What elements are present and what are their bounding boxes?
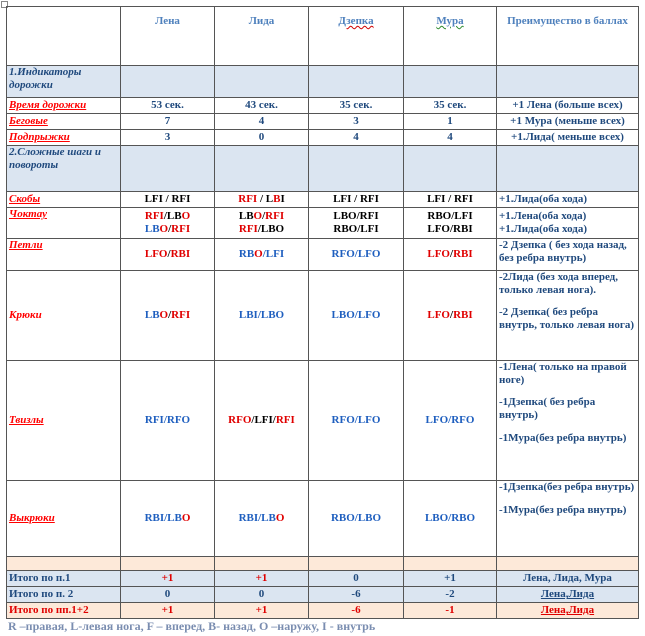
row-label: Время дорожки [7, 98, 121, 114]
cell-value: RFO/LFO [309, 239, 404, 271]
cell-value: LBO/RFI RFI/LBO [215, 208, 309, 239]
table-row [7, 192, 639, 208]
cell-value: +1 [215, 571, 309, 587]
cell-value: RFO/LFI/RFI [215, 361, 309, 481]
cell-value: 35 сек. [309, 98, 404, 114]
spacer-row [7, 557, 639, 571]
table-row [7, 98, 639, 114]
total-row [7, 587, 639, 603]
row-label: Твизлы [7, 361, 121, 481]
cell-value: LFO/RBI [121, 239, 215, 271]
advantage-cell: +1.Лида( меньше всех) [497, 130, 639, 146]
cell-value: RFO/LFO [309, 361, 404, 481]
total-label: Итого по п. 2 [7, 587, 121, 603]
cell-value: 7 [121, 114, 215, 130]
cell-value: 0 [121, 587, 215, 603]
total-label: Итого по п.1 [7, 571, 121, 587]
cell-value: 4 [309, 130, 404, 146]
cell-value: 43 сек. [215, 98, 309, 114]
name-lena: Лена [121, 7, 215, 66]
cell-value: +1 [121, 571, 215, 587]
cell-value: RBO/LFI LFO/RBI [404, 208, 497, 239]
total-result: Лена, Лида, Мура [497, 571, 639, 587]
name-lida: Лида [215, 7, 309, 66]
table-row [7, 481, 639, 557]
cell-value: LBO/RFI [121, 271, 215, 361]
header-row [7, 7, 639, 66]
row-label: Петли [7, 239, 121, 271]
cell-value: 35 сек. [404, 98, 497, 114]
total-result: Лена,Лида [497, 603, 639, 619]
cell-value: 3 [309, 114, 404, 130]
advantage-cell: +1.Лена(оба хода) +1.Лида(оба хода) [497, 208, 639, 239]
cell-value: RBI/LBO [121, 481, 215, 557]
total-row [7, 603, 639, 619]
cell-value: LBO/LFO [309, 271, 404, 361]
section-indicators [7, 66, 639, 98]
cell-value: RBI/LBO [215, 481, 309, 557]
scores-table [6, 6, 639, 619]
cell-value: RFI/RFO [121, 361, 215, 481]
section-title: 2.Сложные шаги и повороты [7, 146, 121, 192]
cell-value: 4 [404, 130, 497, 146]
name-dzepka: Дзепка [309, 7, 404, 66]
advantage-cell: -2Лида (без хода вперед, только левая нога). -2 Дзепка( без ребра внутрь, только левая нога) [497, 271, 639, 361]
total-row [7, 571, 639, 587]
table-row [7, 271, 639, 361]
cell-value: RFI / LBI [215, 192, 309, 208]
row-label: Выкрюки [7, 481, 121, 557]
table-row [7, 361, 639, 481]
cell-value: -6 [309, 603, 404, 619]
cell-value: LBI/LBO [215, 271, 309, 361]
cell-value: LFI / RFI [404, 192, 497, 208]
name-mura: Мура [404, 7, 497, 66]
section-steps [7, 146, 639, 192]
cell-value: 3 [121, 130, 215, 146]
cell-value: -6 [309, 587, 404, 603]
cell-value: -1 [404, 603, 497, 619]
cell-value: 0 [309, 571, 404, 587]
cell-value: 53 сек. [121, 98, 215, 114]
advantage-cell: -1Лена( только на правой ноге) -1Дзепка( без ребра внутрь) -1Мура(без ребра внутрь) [497, 361, 639, 481]
cell-value: +1 [121, 603, 215, 619]
advantage-cell: -2 Дзепка ( без хода назад, без ребра внутрь) [497, 239, 639, 271]
cell-value: RBO/LFI [215, 239, 309, 271]
row-label: Чоктау [7, 208, 121, 239]
cell-value: +1 [404, 571, 497, 587]
advantage-cell: +1 Лена (больше всех) [497, 98, 639, 114]
table-row [7, 130, 639, 146]
advantage-cell: +1.Лида(оба хода) [497, 192, 639, 208]
cell-value: LFO/RBI [404, 239, 497, 271]
advantage-cell: +1 Мура (меньше всех) [497, 114, 639, 130]
cell-value: 0 [215, 587, 309, 603]
row-label: Подпрыжки [7, 130, 121, 146]
cell-value: LFO/RBI [404, 271, 497, 361]
cell-value: LBO/RFI RBO/LFI [309, 208, 404, 239]
cell-value: 1 [404, 114, 497, 130]
corner-cell [7, 7, 121, 66]
cell-value: LFI / RFI [309, 192, 404, 208]
section-title: 1.Индикаторы дорожки [7, 66, 121, 98]
row-label: Крюки [7, 271, 121, 361]
table-row [7, 208, 639, 239]
advantage-header: Преимущество в баллах [497, 7, 639, 66]
table-row [7, 114, 639, 130]
row-label: Беговые [7, 114, 121, 130]
cell-value: 4 [215, 114, 309, 130]
cell-value: RBO/LBO [309, 481, 404, 557]
advantage-cell: -1Дзепка(без ребра внутрь) -1Мура(без ребра внутрь) [497, 481, 639, 557]
cell-value: RFI/LBO LBO/RFI [121, 208, 215, 239]
cell-value: 0 [215, 130, 309, 146]
table-row [7, 239, 639, 271]
total-result: Лена,Лида [497, 587, 639, 603]
cell-value: +1 [215, 603, 309, 619]
cell-value: LFI / RFI [121, 192, 215, 208]
legend-footnote: R –правая, L-левая нога, F – вперед, B- назад, O –наружу, I - внутрь [8, 619, 376, 633]
cell-value: LFO/RFO [404, 361, 497, 481]
total-label: Итого по пп.1+2 [7, 603, 121, 619]
cell-value: LBO/RBO [404, 481, 497, 557]
cell-value: -2 [404, 587, 497, 603]
row-label: Скобы [7, 192, 121, 208]
